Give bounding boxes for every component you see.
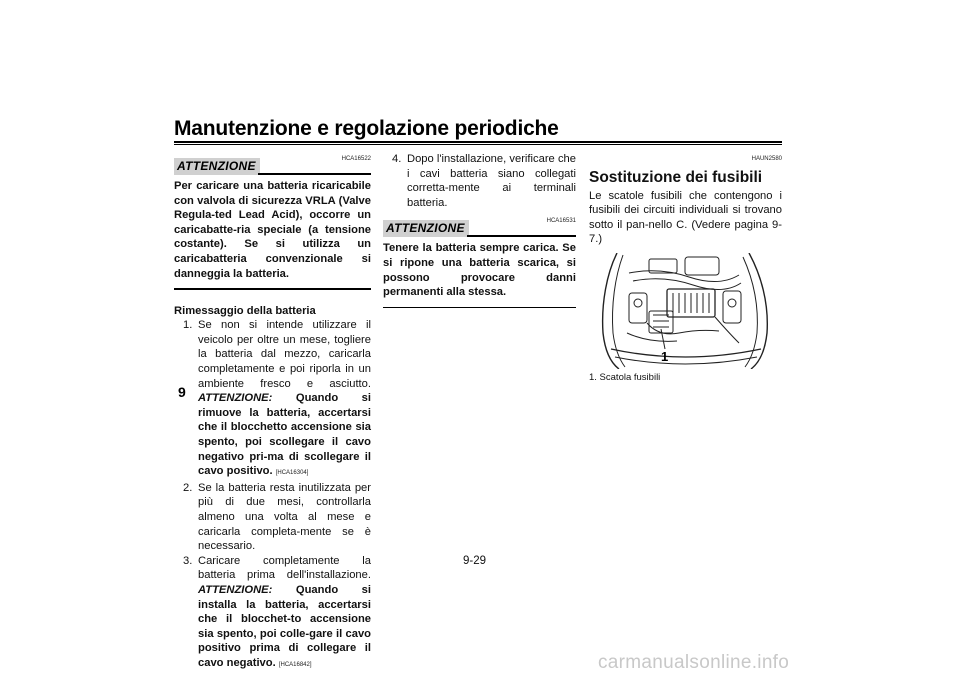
chapter-tab-number: 9 (178, 384, 186, 400)
section-title: Sostituzione dei fusibili (589, 168, 763, 186)
list-item-number: 4. (392, 153, 402, 165)
attention-label: ATTENZIONE (174, 158, 260, 175)
section-code: HAUN2580 (751, 156, 782, 162)
attention-label: ATTENZIONE (383, 220, 469, 237)
fuse-box-figure (589, 253, 782, 369)
attention-rule (467, 235, 576, 237)
list-item-text: Caricare completamente la batteria prima dell'installazione. (198, 554, 371, 582)
subheading-battery-storage: Rimessaggio della batteria (174, 304, 316, 317)
header-rule-thin (174, 144, 782, 145)
inline-attention-text: Quando si installa la batteria, accertarsi che il blocchet-to accensione sia spento, poi colle-gare il cavo positivo prima di collegare il cavo negativo. (198, 583, 371, 669)
attention-end-rule (383, 307, 576, 309)
page-header-title: Manutenzione e regolazione periodiche (174, 117, 559, 140)
attention-rule (258, 173, 371, 175)
fuse-box-illustration (589, 253, 782, 369)
column-right (589, 152, 782, 386)
list-item-number: 2. (183, 481, 193, 494)
list-item-number: 1. (183, 319, 193, 332)
attention-text: Tenere la batteria sempre carica. Se si ripone una batteria scarica, si possono provocare danni permanenti alla stessa. (383, 242, 576, 299)
inline-attention-text: Quando si rimuove la batteria, accertarsi che il blocchetto accensione sia spento, poi scollegare il cavo negativo pri-ma di scollegare il cavo positivo. (198, 392, 371, 478)
procedure-list (174, 318, 371, 672)
column-left (174, 152, 371, 673)
section-text: Le scatole fusibili che contengono i fusibili dei circuiti individuali si trovano sotto il pan-nello C. (Vedere pagina 9-7.) (589, 189, 782, 246)
attention-end-rule (174, 288, 371, 290)
watermark-text: carmanualsonline.info (598, 652, 790, 673)
list-item (174, 318, 371, 481)
column-middle (383, 152, 576, 308)
procedure-list-continued (383, 152, 576, 210)
attention-header (383, 214, 576, 236)
inline-attention-label: ATTENZIONE: (198, 583, 273, 596)
attention-code: HCA16531 (546, 218, 576, 225)
inline-attention-code: [HCA16842] (278, 661, 312, 668)
inline-attention-code: [HCA16304] (275, 470, 309, 477)
list-item-number: 3. (183, 554, 193, 567)
header-rule (174, 141, 782, 143)
list-item (383, 152, 576, 210)
attention-code: HCA16522 (341, 156, 371, 162)
list-item-text: Dopo l'installazione, verificare che i cavi batteria siano collegati corretta-mente ai terminali batteria. (407, 153, 576, 209)
list-item (174, 481, 371, 554)
figure-caption: 1. Scatola fusibili (589, 371, 661, 383)
page-number: 9-29 (463, 555, 487, 567)
list-item-text: Se la batteria resta inutilizzata per più di due mesi, controllarla almeno una volta al mese e caricarla completa-mente se è necessario. (198, 481, 371, 553)
attention-text: Per caricare una batteria ricaricabile con valvola di sicurezza VRLA (Valve Regula-ted Lead Acid), occorre un caricabatte-ria speciale (a tensione costante). Se si utilizza un caricabatteria convenzionale si danneggia la batteria. (174, 180, 371, 280)
list-item (174, 554, 371, 673)
inline-attention-label: ATTENZIONE: (198, 392, 273, 405)
attention-header (174, 152, 371, 174)
list-item-text: Se non si intende utilizzare il veicolo per oltre un mese, togliere la batteria dal mezzo, caricarla completamente e poi riporla in un ambiente fresco e asciutto. (198, 319, 371, 390)
figure-callout-number: 1 (661, 348, 669, 364)
